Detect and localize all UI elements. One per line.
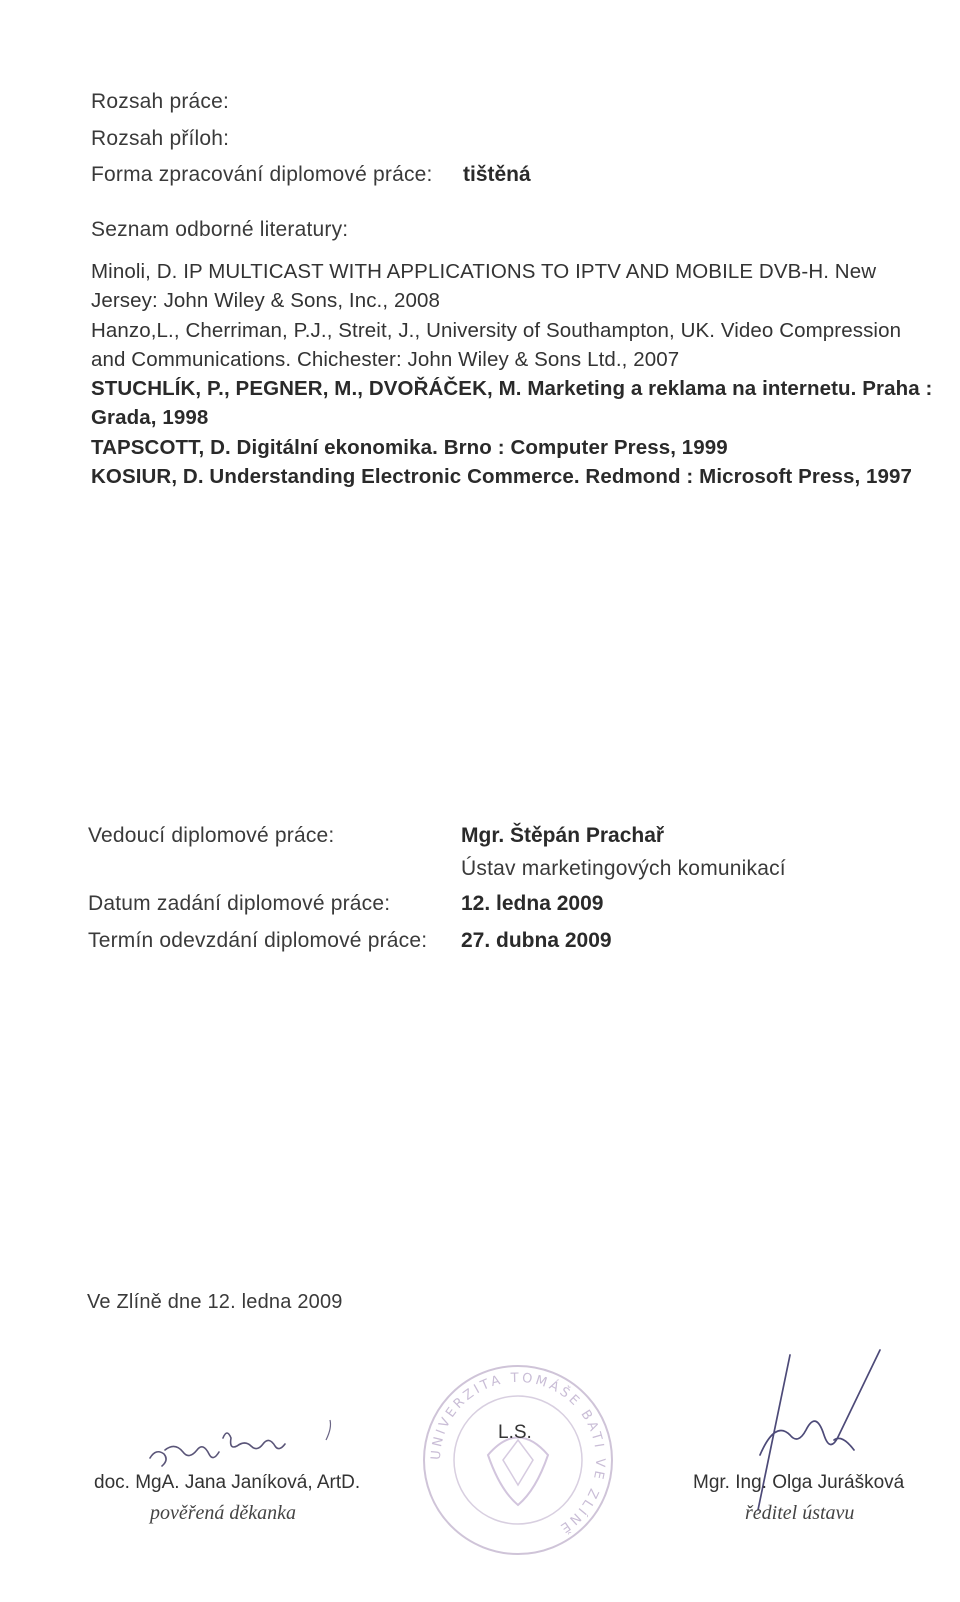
svg-text:UNIVERZITA TOMÁŠE BATI VE ZLÍN: UNIVERZITA TOMÁŠE BATI VE ZLÍNĚ	[428, 1370, 608, 1537]
signature-left-icon	[140, 1410, 350, 1480]
form-value: tištěná	[463, 163, 531, 186]
left-signatory-role: pověřená děkanka	[150, 1502, 297, 1524]
official-seal-icon	[418, 1360, 618, 1560]
place-date: Ve Zlíně dne 12. ledna 2009	[87, 1291, 343, 1313]
attachments-label: Rozsah příloh:	[91, 127, 230, 150]
deadline-date: 27. dubna 2009	[461, 929, 612, 952]
deadline-label: Termín odevzdání diplomové práce:	[88, 929, 428, 952]
right-signatory-name: Mgr. Ing. Olga Jurášková	[693, 1472, 905, 1493]
reference-line: STUCHLÍK, P., PEGNER, M., DVOŘÁČEK, M. Marketing a reklama na internetu. Praha :	[91, 377, 933, 400]
left-signatory-name: doc. MgA. Jana Janíková, ArtD.	[94, 1472, 361, 1493]
reference-line: Jersey: John Wiley & Sons, Inc., 2008	[91, 289, 440, 312]
right-signatory-role: ředitel ústavu	[745, 1502, 855, 1524]
reference-line: Hanzo,L., Cherriman, P.J., Streit, J., University of Southampton, UK. Video Compression	[91, 319, 902, 342]
literature-heading: Seznam odborné literatury:	[91, 218, 349, 241]
supervisor-department: Ústav marketingových komunikací	[461, 857, 786, 880]
seal-mark: L.S.	[498, 1422, 532, 1443]
assigned-date: 12. ledna 2009	[461, 892, 604, 915]
form-label: Forma zpracování diplomové práce:	[91, 163, 433, 186]
reference-line: and Communications. Chichester: John Wiley & Sons Ltd., 2007	[91, 348, 680, 371]
reference-line: Minoli, D. IP MULTICAST WITH APPLICATIONS TO IPTV AND MOBILE DVB-H. New	[91, 260, 877, 283]
supervisor-name: Mgr. Štěpán Prachař	[461, 824, 665, 847]
reference-line: TAPSCOTT, D. Digitální ekonomika. Brno : Computer Press, 1999	[91, 436, 728, 459]
assigned-label: Datum zadání diplomové práce:	[88, 892, 391, 915]
scope-label: Rozsah práce:	[91, 90, 230, 113]
reference-line: Grada, 1998	[91, 406, 209, 429]
supervisor-label: Vedoucí diplomové práce:	[88, 824, 335, 847]
reference-line: KOSIUR, D. Understanding Electronic Commerce. Redmond : Microsoft Press, 1997	[91, 465, 913, 488]
